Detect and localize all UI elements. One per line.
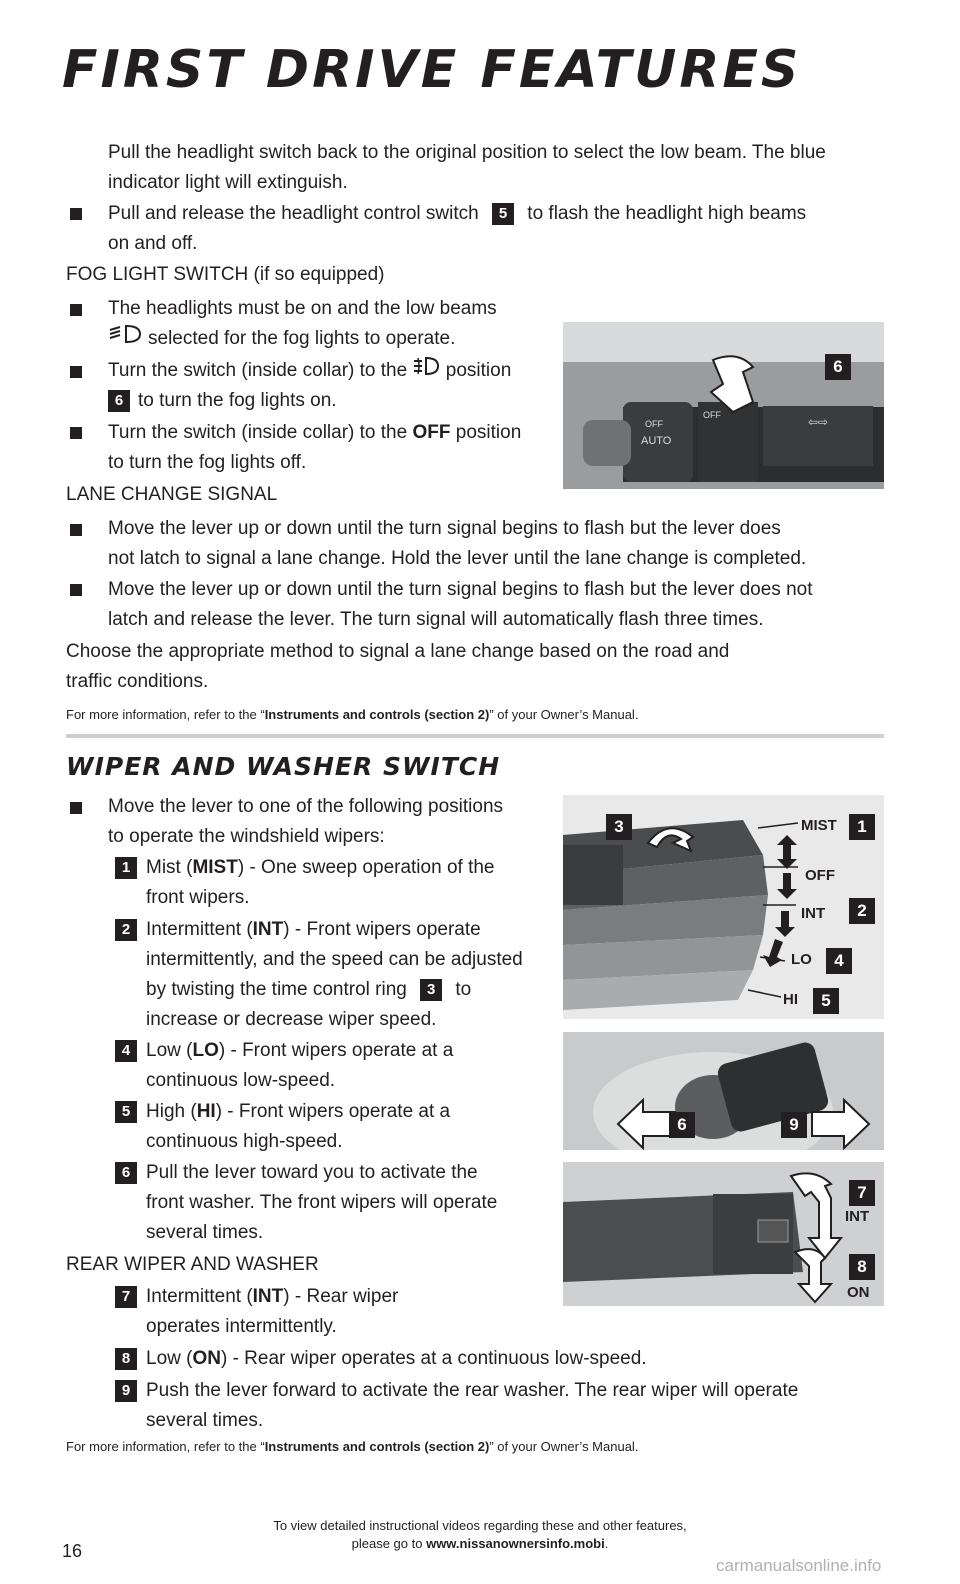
flash-bullet-line2: on and off. (108, 233, 198, 254)
number-badge: 7 (115, 1286, 137, 1308)
fog-bullet2-text-a: Turn the switch (inside collar) to the (108, 360, 408, 382)
fog-bullet3-text-a: Turn the switch (inside collar) to the (108, 422, 408, 443)
bullet (70, 208, 82, 220)
fog-bullet1-line2 (108, 324, 455, 354)
reference-note-top (66, 707, 638, 722)
hi-label: HI (783, 991, 798, 1008)
choose-line2: traffic conditions. (66, 671, 209, 692)
fog-bullet2-line2 (108, 386, 337, 416)
item-text: Low ( (146, 1040, 193, 1061)
figure-callout-1: 1 (849, 814, 875, 840)
svg-text:⇦⇨: ⇦⇨ (808, 415, 829, 429)
ref-text-a: For more information, refer to the “ (66, 1439, 265, 1454)
fog-light-icon (412, 356, 440, 386)
number-badge: 8 (115, 1348, 137, 1370)
rear-item-int-line2: operates intermittently. (146, 1316, 337, 1337)
bullet (70, 584, 82, 596)
off-label: OFF (412, 422, 451, 443)
figure-callout-5: 5 (813, 988, 839, 1014)
washer-figure (563, 1032, 884, 1150)
footer-line1: To view detailed instructional videos regarding these and other features, (273, 1518, 687, 1533)
fog-bullet2-line1 (108, 356, 511, 386)
footer-text: please go to (351, 1536, 427, 1551)
ref-section-name: Instruments and controls (section 2) (264, 1439, 490, 1454)
ref-text-b: ” of your Owner’s Manual. (489, 1439, 639, 1454)
item-mode: INT (252, 919, 284, 940)
lane-bullet2-line2: latch and release the lever. The turn signal will automatically flash three times. (108, 609, 764, 630)
fog-bullet2-text-b: position (445, 360, 512, 382)
item-text: Low ( (146, 1348, 193, 1369)
wiper-item-int (115, 915, 481, 945)
footer-link[interactable]: www.nissanownersinfo.mobi (426, 1536, 605, 1551)
item-mode: MIST (192, 857, 238, 878)
number-badge: 9 (115, 1380, 137, 1402)
item-text: ) - Rear wiper operates at a continuous low-speed. (220, 1348, 647, 1369)
fog-heading: FOG LIGHT SWITCH (if so equipped) (66, 264, 385, 285)
flash-text-b: to flash the headlight high beams (527, 203, 807, 224)
item-mode: LO (192, 1040, 219, 1061)
fog-bullet3-line1 (108, 418, 521, 448)
number-badge: 6 (108, 390, 130, 412)
number-badge: 3 (420, 979, 442, 1001)
bullet (70, 524, 82, 536)
wiper-item-lo (115, 1036, 453, 1066)
item-text: Intermittent ( (146, 1286, 253, 1307)
wiper-item-int-line2: intermittently, and the speed can be adjusted (146, 949, 523, 970)
flash-bullet-line1 (108, 199, 806, 229)
rear-wiper-figure (563, 1162, 884, 1306)
figure-callout-2: 2 (849, 898, 875, 924)
wiper-positions-figure (563, 795, 884, 1019)
rear-item-washer-line2: several times. (146, 1410, 264, 1431)
bullet (70, 427, 82, 439)
wiper-item-int-line4: increase or decrease wiper speed. (146, 1009, 437, 1030)
number-badge: 6 (115, 1162, 137, 1184)
item-mode: HI (196, 1101, 216, 1122)
wiper-item-hi (115, 1097, 450, 1127)
number-badge: 2 (115, 919, 137, 941)
item-text: Pull the lever toward you to activate the (146, 1162, 478, 1183)
wiper-item-mist (115, 853, 494, 883)
wiper-item-hi-line2: continuous high-speed. (146, 1131, 343, 1152)
figure-callout-6: 6 (825, 354, 851, 380)
off-label: OFF (805, 867, 835, 884)
fog-bullet3-line2: to turn the fog lights off. (108, 452, 307, 473)
headlight-text-line1: Pull the headlight switch back to the original position to select the low beam. The blue (108, 142, 826, 163)
wiper-item-washer-line3: several times. (146, 1222, 264, 1243)
bullet (70, 304, 82, 316)
footer-text: . (604, 1536, 609, 1551)
ref-text-a: For more information, refer to the “ (66, 707, 265, 722)
headlight-text-line2: indicator light will extinguish. (108, 172, 348, 193)
lane-bullet1-line2: not latch to signal a lane change. Hold the lever until the lane change is completed. (108, 548, 807, 569)
page-number: 16 (62, 1541, 83, 1561)
figure-callout-4: 4 (826, 948, 852, 974)
figure-callout-8: 8 (849, 1254, 875, 1280)
item-text: to (455, 979, 472, 1000)
item-text: ) - One sweep operation of the (237, 857, 495, 878)
figure-callout-7: 7 (849, 1180, 875, 1206)
rear-wiper-heading: REAR WIPER AND WASHER (66, 1254, 319, 1275)
svg-text:OFF: OFF (645, 419, 663, 429)
rear-item-washer (115, 1376, 798, 1406)
figure-callout-9: 9 (781, 1112, 807, 1138)
wiper-item-int-line3 (146, 975, 471, 1005)
rear-item-int (115, 1282, 398, 1312)
wiper-intro-line1: Move the lever to one of the following positions (108, 796, 504, 817)
lane-heading: LANE CHANGE SIGNAL (66, 484, 278, 505)
wiper-section-heading: WIPER AND WASHER SWITCH (66, 752, 501, 781)
item-text: ) - Rear wiper (283, 1286, 399, 1307)
watermark: carmanualsonline.info (716, 1556, 882, 1575)
item-mode: INT (252, 1286, 284, 1307)
flash-text-a: Pull and release the headlight control switch (108, 203, 479, 224)
fog-switch-photo (563, 322, 884, 489)
item-text: Intermittent ( (146, 919, 253, 940)
ref-text-b: ” of your Owner’s Manual. (489, 707, 639, 722)
int-label: INT (801, 905, 826, 922)
lane-bullet2-line1: Move the lever up or down until the turn signal begins to flash but the lever does not (108, 579, 813, 600)
fog-bullet1-line1: The headlights must be on and the low beams (108, 298, 497, 319)
item-text: ) - Front wipers operate at a (218, 1040, 454, 1061)
low-beam-icon (108, 324, 142, 354)
bullet (70, 802, 82, 814)
number-badge: 5 (115, 1101, 137, 1123)
int-label: INT (845, 1208, 870, 1225)
wiper-item-washer (115, 1158, 478, 1188)
item-mode: ON (192, 1348, 221, 1369)
bullet (70, 366, 82, 378)
ref-section-name: Instruments and controls (section 2) (264, 707, 490, 722)
section-divider (66, 734, 884, 738)
mist-label: MIST (801, 817, 837, 834)
item-text: Mist ( (146, 857, 193, 878)
on-label: ON (847, 1284, 870, 1301)
reference-note-bottom (66, 1439, 638, 1454)
number-badge: 4 (115, 1040, 137, 1062)
rear-item-on (115, 1344, 647, 1374)
lo-label: LO (791, 951, 812, 968)
choose-line1: Choose the appropriate method to signal a lane change based on the road and (66, 641, 730, 662)
number-badge: 1 (115, 857, 137, 879)
figure-callout-6: 6 (669, 1112, 695, 1138)
figure-callout-3: 3 (606, 814, 632, 840)
number-badge: 5 (492, 203, 514, 225)
fog-bullet3-text-b: position (455, 422, 522, 443)
wiper-item-mist-line2: front wipers. (146, 887, 250, 908)
item-text: ) - Front wipers operate (283, 919, 481, 940)
wiper-intro-line2: to operate the windshield wipers: (108, 826, 385, 847)
item-text: by twisting the time control ring (146, 979, 407, 1000)
wiper-item-washer-line2: front washer. The front wipers will operate (146, 1192, 498, 1213)
item-text: High ( (146, 1101, 197, 1122)
svg-text:OFF: OFF (703, 410, 721, 420)
footer-line2 (0, 1536, 960, 1551)
page-title: FIRST DRIVE FEATURES (62, 40, 802, 100)
lane-bullet1-line1: Move the lever up or down until the turn signal begins to flash but the lever does (108, 518, 781, 539)
fog-bullet2-text-c: to turn the fog lights on. (138, 390, 337, 411)
svg-text:AUTO: AUTO (641, 435, 672, 447)
item-text: Push the lever forward to activate the rear washer. The rear wiper will operate (146, 1380, 799, 1401)
wiper-item-lo-line2: continuous low-speed. (146, 1070, 336, 1091)
fog-bullet1-text: selected for the fog lights to operate. (148, 328, 456, 350)
item-text: ) - Front wipers operate at a (215, 1101, 451, 1122)
